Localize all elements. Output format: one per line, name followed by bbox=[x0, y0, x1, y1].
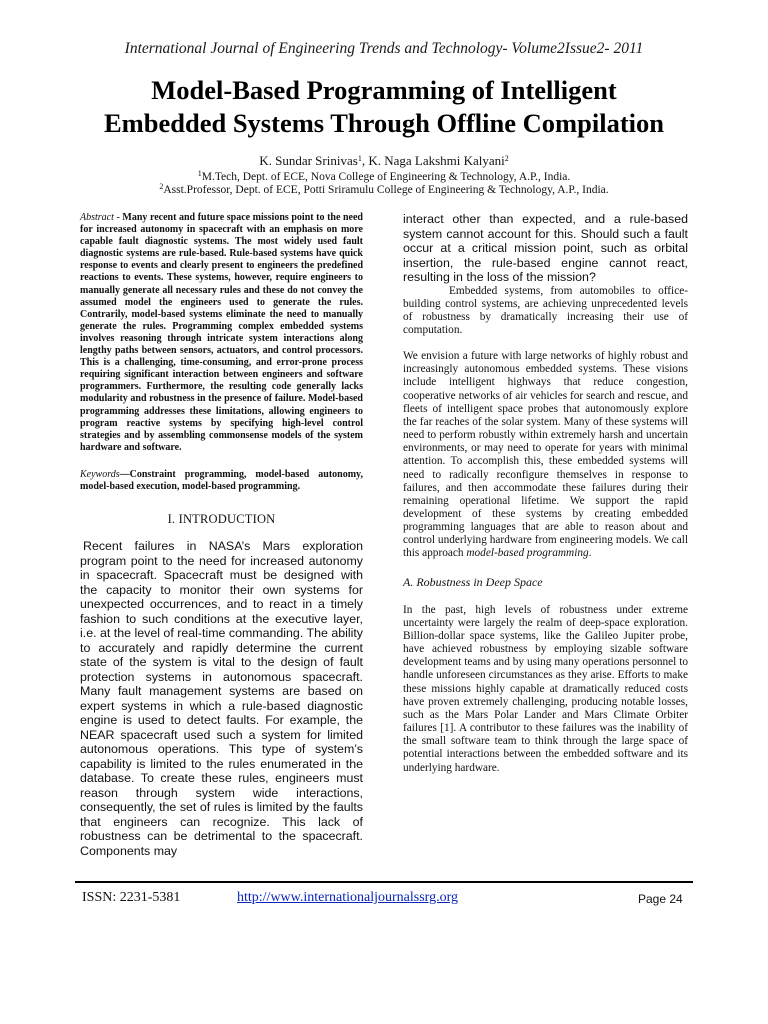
right-column bbox=[403, 212, 688, 775]
abstract-label: Abstract - bbox=[80, 212, 120, 223]
intro-paragraph-1-continued: interact other than expected, and a rule-based system cannot account for this. Should such a fault occur at a critical mission point, such as orbital insertion, the rule-based engine cannot react, resulting in the loss of the mission? bbox=[403, 212, 688, 284]
model-based-programming-term: model-based programming bbox=[466, 547, 589, 560]
keywords-text: —Constraint programming, model-based autonomy, model-based execution, model-based programming. bbox=[80, 468, 363, 492]
author-2-sup: 2 bbox=[504, 154, 509, 163]
intro-paragraph-1: Recent failures in NASA’s Mars exploration program point to the need for increased autonomy in spacecraft. Spacecraft must be designed with the capacity to monitor their own systems for unexpected occurrences, and to react in a timely fashion to such conditions at the executive layer, i.e. at the level of real-time commanding. The ability to accurately and rapidly determine the current state of the system is vital to the design of fault protection systems in autonomous spacecraft. Many fault management systems are based on expert systems in which a rule-based diagnostic engine is used to detect faults. For example, the NEAR spacecraft used such a system for limited autonomous operations. This type of system’s capability is limited to the rules enumerated in the database. To create these rules, engineers must reason through system wide interactions, consequently, the set of rules is limited by the faults that engineers can recognize. This lack of robustness can be detrimental to the spacecraft. Components may bbox=[80, 539, 363, 858]
author-separator: , bbox=[361, 153, 369, 168]
paper-title bbox=[60, 74, 708, 140]
section-heading-introduction: I. INTRODUCTION bbox=[167, 512, 276, 527]
abstract bbox=[80, 212, 363, 454]
intro-paragraph-2: Embedded systems, from automobiles to office-building control systems, are achieving unprecedented levels of robustness by dramatically increasing their use of computation. bbox=[403, 284, 688, 336]
title-line-1: Model-Based Programming of Intelligent bbox=[151, 75, 617, 105]
author-1-sup: 1 bbox=[357, 154, 362, 163]
left-column bbox=[80, 212, 363, 858]
affiliation-2-sup: 2 bbox=[159, 182, 164, 191]
author-line bbox=[0, 153, 768, 169]
title-line-2: Embedded Systems Through Offline Compilation bbox=[103, 108, 665, 138]
author-1: K. Sundar Srinivas bbox=[259, 153, 358, 168]
footer-journal-link[interactable]: http://www.internationaljournalssrg.org bbox=[237, 890, 458, 905]
keywords bbox=[80, 469, 363, 493]
affiliation-1 bbox=[0, 170, 768, 184]
author-2: K. Naga Lakshmi Kalyani bbox=[368, 153, 505, 168]
affiliation-2-text: Asst.Professor, Dept. of ECE, Potti Sriramulu College of Engineering & Technology, A.P., India. bbox=[163, 184, 609, 196]
journal-header: International Journal of Engineering Trends and Technology- Volume2Issue2- 2011 bbox=[124, 40, 644, 57]
intro-paragraph-3-text: We envision a future with large networks of highly robust and increasingly autonomous embedded systems. These visions include intelligent highways that reduce congestion, cooperative networks of air vehicles for search and rescue, and fleets of intelligent space probes that autonomously explore the far reaches of the solar system. Many of these systems will need to perform robustly within extremely harsh and uncertain environments, or may need to operate for years with minimal attention. To accomplish this, these embedded systems will need to radically reconfigure themselves in response to failures, and then accommodate these failures during their remaining operational lifetime. We support the rapid development of these systems by creating embedded programming languages that are able to reason about and control underlying hardware from engineering models. We call this approach bbox=[403, 350, 688, 560]
affiliation-1-text: M.Tech, Dept. of ECE, Nova College of Engineering & Technology, A.P., India. bbox=[201, 171, 571, 183]
footer-issn: ISSN: 2231-5381 bbox=[82, 890, 181, 905]
affiliation-2 bbox=[0, 183, 768, 197]
abstract-text: Many recent and future space missions point to the need for increased autonomy in spacecraft with an emphasis on more capable fault diagnostic systems. The most widely used fault diagnostic systems are rule-based. Rule-based systems have quick response to events and clearly present to engineers the predefined reactions to events. These systems, however, require engineers to manually generate all necessary rules and these do not convey the assumed model the engineers used to generate the rules. Contrarily, model-based systems eliminate the need to manually generate the rules. Programming complex embedded systems involves reasoning through intricate system interactions along lengthy paths between sensors, actuators, and control processors. This is a challenging, time-consuming, and error-prone process requiring significant interaction between engineers and software programmers. Furthermore, the resulting code generally lacks modularity and robustness in the presence of failure. Model-based programming addresses these limitations, allowing engineers to program reactive systems by specifying high-level control strategies and by assembling commonsense models of the system hardware and software. bbox=[80, 212, 363, 453]
intro-paragraph-3-end: . bbox=[588, 547, 592, 560]
affiliation-1-sup: 1 bbox=[197, 169, 202, 178]
subsection-heading-robustness: A. Robustness in Deep Space bbox=[403, 574, 543, 589]
footer-rule bbox=[75, 881, 693, 883]
keywords-label: Keywords bbox=[80, 468, 120, 480]
footer-page-number: Page 24 bbox=[638, 892, 683, 906]
intro-paragraph-3 bbox=[403, 350, 688, 561]
robustness-paragraph: In the past, high levels of robustness under extreme uncertainty were largely the realm of deep-space exploration. Billion-dollar space systems, like the Galileo Jupiter probe, have achieved robustness by employing sizable software development teams and by using many operations personnel to handle unforeseen circumstances as they arise. Efforts to make these missions highly capable at dramatically reduced costs have proven extremely challenging, producing notable losses, such as the Mars Polar Lander and Mars Climate Orbiter failures [1]. A contributor to these failures was the inability of the small software team to think through the large space of potential interactions between the embedded software and its underlying hardware. bbox=[403, 603, 688, 774]
